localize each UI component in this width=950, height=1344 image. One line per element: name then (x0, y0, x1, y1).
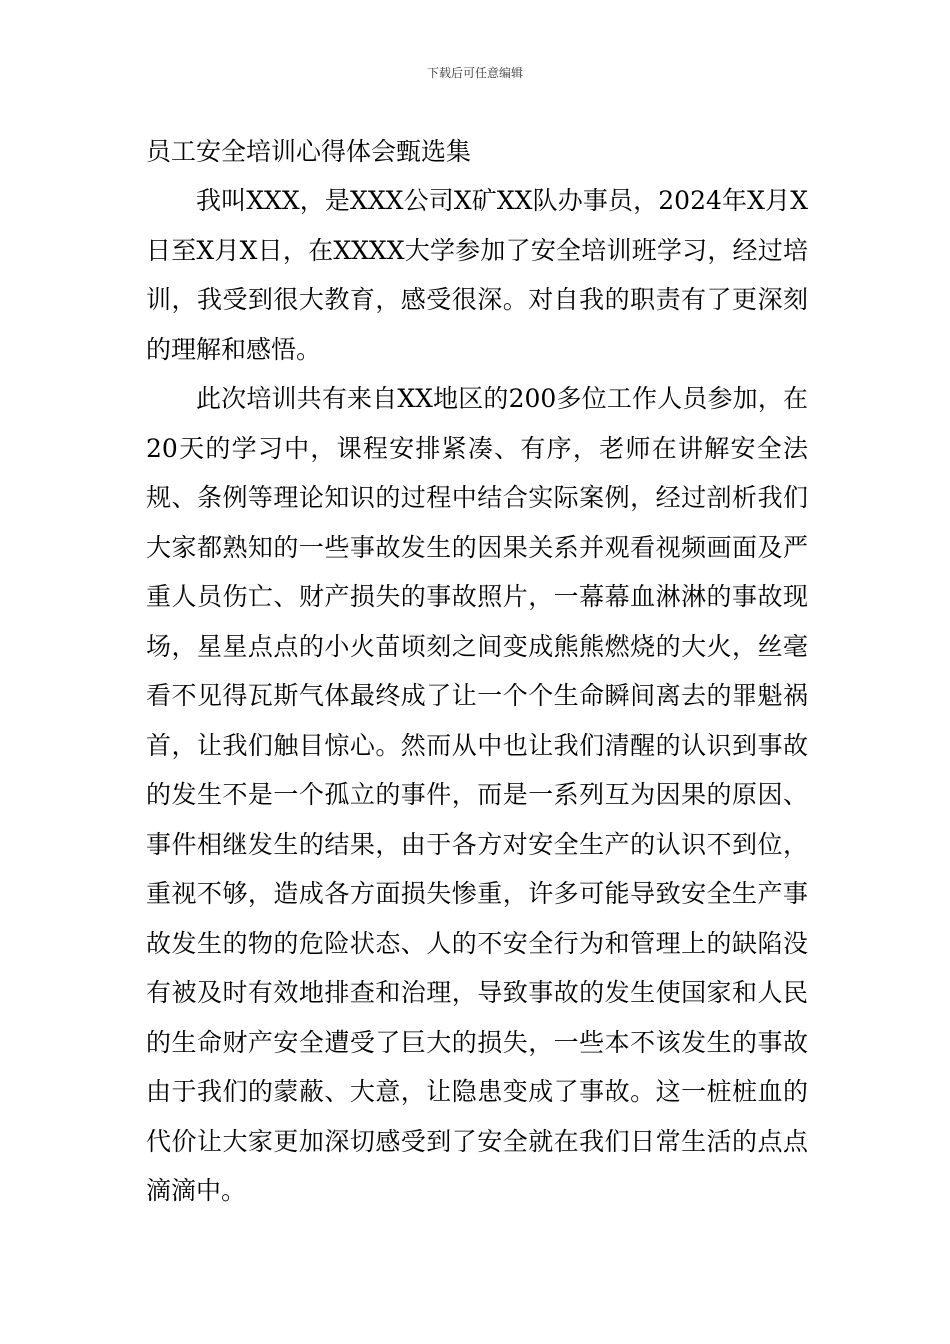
paragraph-intro: 我叫XXX，是XXX公司X矿XX队办事员，2024年X月X日至X月X日，在XXXX大学参加了安全培训班学习，经过培训，我受到很大教育，感受很深。对自我的职责有了更深刻的理解和感悟。 (146, 186, 808, 364)
document-body (146, 128, 808, 1216)
page-header: 下载后可任意编辑 (426, 66, 523, 80)
document-title: 员工安全培训心得体会甄选集 (146, 137, 472, 166)
paragraph-training: 此次培训共有来自XX地区的200多位工作人员参加，在20天的学习中，课程安排紧凑、有序，老师在讲解安全法规、条例等理论知识的过程中结合实际案例，经过剖析我们大家都熟知的一些事故发生的因果关系并观看视频画面及严重人员伤亡、财产损失的事故照片，一幕幕血淋淋的事故现场，星星点点的小火苗顷刻之间变成熊熊燃烧的大火，丝毫看不见得瓦斯气体最终成了让一个个生命瞬间离去的罪魁祸首，让我们触目惊心。然而从中也让我们清醒的认识到事故的发生不是一个孤立的事件，而是一系列互为因果的原因、事件相继发生的结果，由于各方对安全生产的认识不到位，重视不够，造成各方面损失惨重，许多可能导致安全生产事故发生的物的危险状态、人的不安全行为和管理上的缺陷没有被及时有效地排查和治理，导致事故的发生使国家和人民的生命财产安全遭受了巨大的损失，一些本不该发生的事故由于我们的蒙蔽、大意，让隐患变成了事故。这一桩桩血的代价让大家更加深切感受到了安全就在我们日常生活的点点滴滴中。 (146, 384, 808, 1205)
